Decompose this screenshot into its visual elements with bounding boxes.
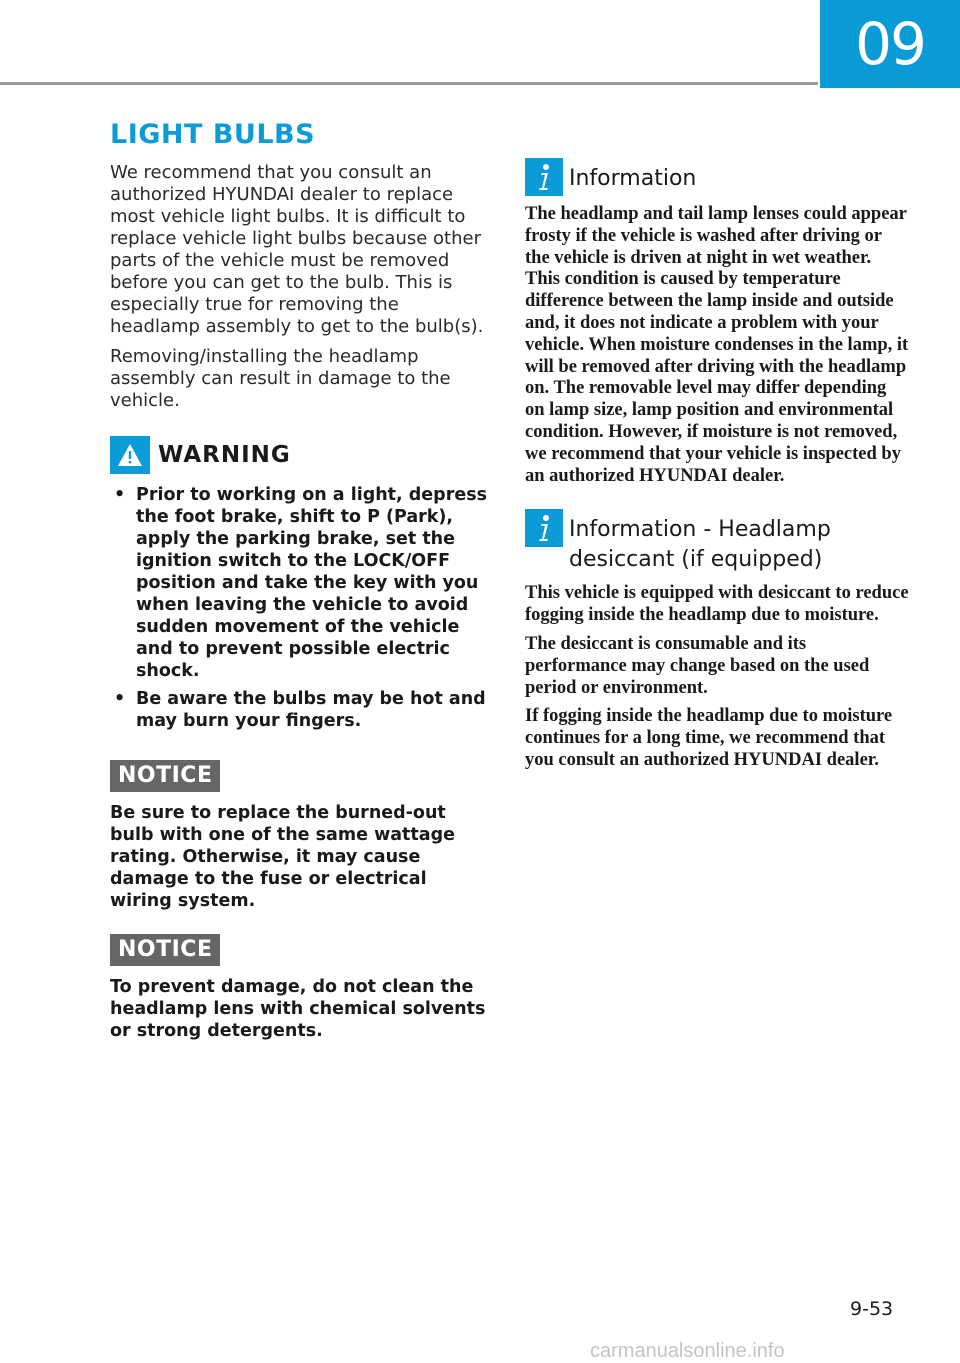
left-column <box>110 118 488 1042</box>
desiccant-information-title: Information - Headlamp desiccant (if equipped) <box>569 517 831 573</box>
desiccant-paragraph: This vehicle is equipped with desiccant to reduce fogging inside the headlamp due to moisture. <box>525 583 909 626</box>
list-item: • Be aware the bulbs may be hot and may burn your fingers. <box>114 689 486 731</box>
information-paragraph: The headlamp and tail lamp lenses could appear frosty if the vehicle is washed after driving or the vehicle is driven at night in wet weather. This condition is caused by temperature difference between the lamp inside and outside and, it does not indicate a problem with your vehicle. When moisture condenses in the lamp, it will be removed after driving with the headlamp on. The removable level may differ depending on lamp size, lamp position and environmental condition. However, if moisture is not removed, we recommend that your vehicle is inspected by an authorized HYUNDAI dealer. <box>525 204 909 486</box>
warning-list <box>110 484 488 732</box>
intro-paragraph: Removing/installing the headlamp assembly can result in damage to the vehicle. <box>110 346 451 411</box>
warning-title: WARNING <box>158 442 291 468</box>
information-header <box>525 158 910 196</box>
info-icon <box>525 509 563 547</box>
warning-triangle-icon <box>110 436 150 474</box>
desiccant-paragraph: If fogging inside the headlamp due to moisture continues for a long time, we recommend that you consult an authorized HYUNDAI dealer. <box>525 706 893 770</box>
right-column <box>525 158 910 779</box>
notice-badge: NOTICE <box>110 934 220 966</box>
page-number: 9-53 <box>850 1298 894 1320</box>
list-item: • Prior to working on a light, depress the foot brake, shift to P (Park), apply the parking brake, set the ignition switch to the LOCK/OFF position and take the key with you when leaving the vehicle to avoid sudden movement of the vehicle and to prevent possible electric shock. <box>114 485 488 681</box>
notice-badge: NOTICE <box>110 760 220 792</box>
section-title: LIGHT BULBS <box>110 119 316 150</box>
information-title: Information <box>569 166 697 191</box>
header-rule <box>0 82 818 85</box>
notice-text: To prevent damage, do not clean the headlamp lens with chemical solvents or strong detergents. <box>110 977 486 1041</box>
warning-header <box>110 436 488 474</box>
chapter-number: 09 <box>855 10 925 78</box>
intro-paragraph: We recommend that you consult an authorized HYUNDAI dealer to replace most vehicle light bulbs. It is difficult to replace vehicle light bulbs because other parts of the vehicle must be removed before you can get to the bulb. This is especially true for removing the headlamp assembly to get to the bulb(s). <box>110 162 484 337</box>
info-icon <box>525 158 563 196</box>
notice-text: Be sure to replace the burned-out bulb with one of the same wattage rating. Otherwise, it may cause damage to the fuse or electrical wiring system. <box>110 803 455 911</box>
desiccant-paragraph: The desiccant is consumable and its performance may change based on the used period or environment. <box>525 633 870 698</box>
desiccant-information-header <box>525 509 910 575</box>
chapter-tab <box>820 0 960 88</box>
watermark: carmanualsonline.info <box>590 1340 785 1362</box>
